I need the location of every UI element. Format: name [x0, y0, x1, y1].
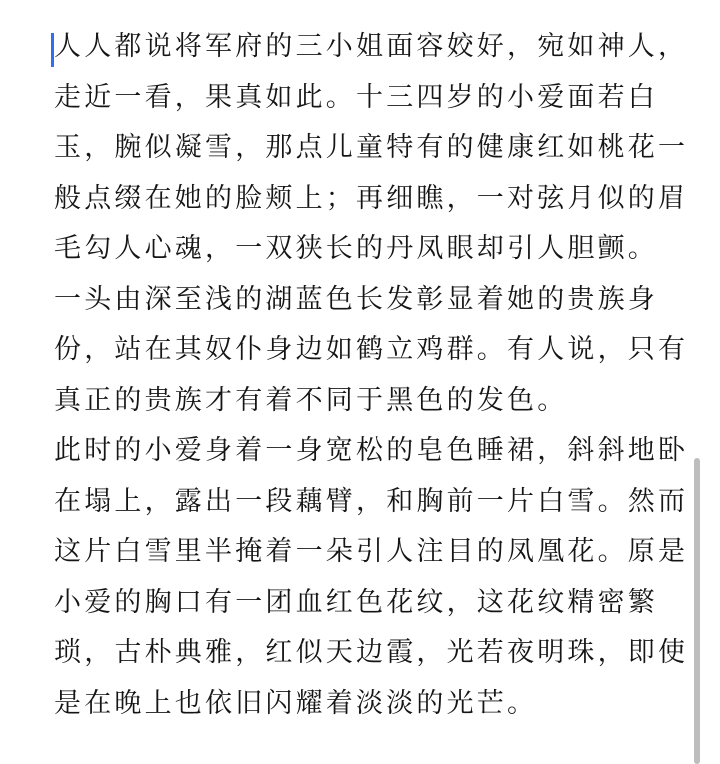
scrollbar-thumb[interactable]	[694, 458, 700, 764]
text-line-13: 琐，古朴典雅，红似天边霞，光若夜明珠，即使	[54, 637, 689, 668]
text-line-3: 玉，腕似凝雪，那点儿童特有的健康红如桃花一	[54, 132, 689, 163]
text-line-6: 一头由深至浅的湖蓝色长发彰显着她的贵族身	[54, 283, 658, 315]
scrollbar[interactable]	[694, 0, 702, 764]
text-line-7: 份，站在其奴仆身边如鹤立鸡群。有人说，只有	[54, 334, 689, 365]
text-line-4: 般点缀在她的脸颊上；再细瞧，一对弦月似的眉	[54, 182, 689, 214]
text-line-1: 人人都说将军府的三小姐面容姣好，宛如神人，	[54, 31, 689, 62]
text-line-5: 毛勾人心魂，一双狭长的丹凤眼却引人胆颤。	[54, 233, 658, 264]
text-content[interactable]	[54, 22, 689, 729]
text-line-9: 此时的小爱身着一身宽松的皂色睡裙，斜斜地卧	[54, 435, 689, 466]
text-line-12: 小爱的胸口有一团血红色花纹，这花纹精密繁	[54, 586, 658, 618]
text-line-10: 在塌上，露出一段藕臂，和胸前一片白雪。然而	[54, 485, 689, 517]
text-line-2: 走近一看，果真如此。十三四岁的小爱面若白	[54, 81, 658, 113]
text-line-14: 是在晚上也依旧闪耀着淡淡的光芒。	[54, 687, 538, 719]
text-line-11: 这片白雪里半掩着一朵引人注目的凤凰花。原是	[54, 536, 689, 567]
text-line-8: 真正的贵族才有着不同于黑色的发色。	[54, 384, 568, 416]
